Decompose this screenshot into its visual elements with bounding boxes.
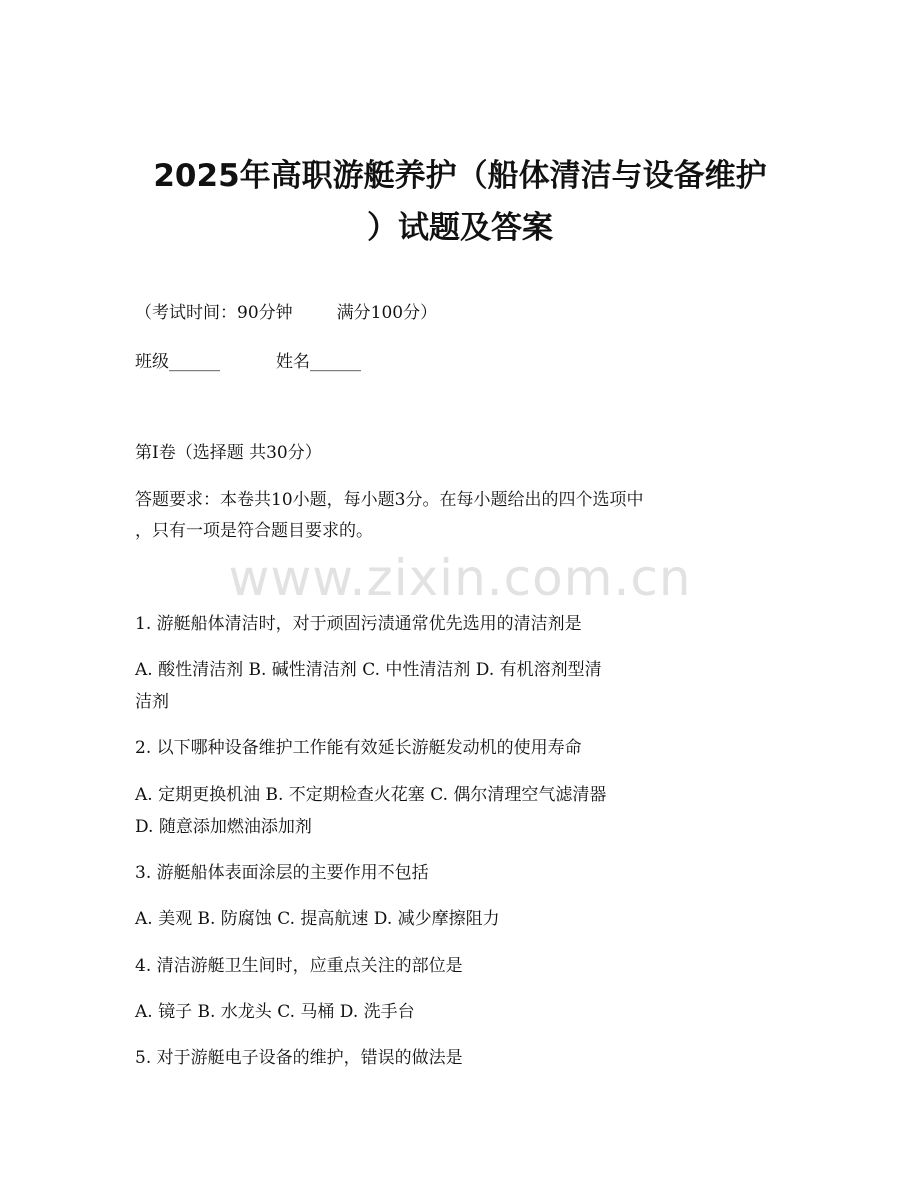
document-title-line-2: ）试题及答案 xyxy=(367,210,553,246)
question-2-options-line-2: D. 随意添加燃油添加剂 xyxy=(135,817,312,837)
section-instructions-line-2: ，只有一项是符合题目要求的。 xyxy=(135,521,373,541)
question-1-stem: 1. 游艇船体清洁时，对于顽固污渍通常优先选用的清洁剂是 xyxy=(135,614,582,634)
name-field: 姓名______ xyxy=(276,352,361,372)
question-1-options-line-2: 洁剂 xyxy=(135,692,169,712)
question-2-options-line-1: A. 定期更换机油 B. 不定期检查火花塞 C. 偶尔清理空气滤清器 xyxy=(135,785,607,805)
class-field: 班级______ xyxy=(135,352,220,372)
question-3-stem: 3. 游艇船体表面涂层的主要作用不包括 xyxy=(135,863,429,883)
question-3-options-line-1: A. 美观 B. 防腐蚀 C. 提高航速 D. 减少摩擦阻力 xyxy=(135,909,500,929)
exam-full-score: 满分100分） xyxy=(336,303,438,323)
section-instructions-line-1: 答题要求：本卷共10小题，每小题3分。在每小题给出的四个选项中 xyxy=(135,490,644,510)
question-4-options-line-1: A. 镜子 B. 水龙头 C. 马桶 D. 洗手台 xyxy=(135,1002,415,1022)
document-title-line-1: 2025年高职游艇养护（船体清洁与设备维护 xyxy=(153,158,767,194)
exam-info xyxy=(135,301,437,325)
question-5-stem: 5. 对于游艇电子设备的维护，错误的做法是 xyxy=(135,1048,463,1068)
student-fields xyxy=(135,350,361,374)
section-heading: 第I卷（选择题 共30分） xyxy=(135,443,322,463)
question-2-stem: 2. 以下哪种设备维护工作能有效延长游艇发动机的使用寿命 xyxy=(135,738,582,758)
question-1-options-line-1: A. 酸性清洁剂 B. 碱性清洁剂 C. 中性清洁剂 D. 有机溶剂型清 xyxy=(135,660,602,680)
question-4-stem: 4. 清洁游艇卫生间时，应重点关注的部位是 xyxy=(135,956,463,976)
exam-time: （考试时间：90分钟 xyxy=(135,303,293,323)
watermark: www.zixin.com.cn xyxy=(228,549,692,607)
